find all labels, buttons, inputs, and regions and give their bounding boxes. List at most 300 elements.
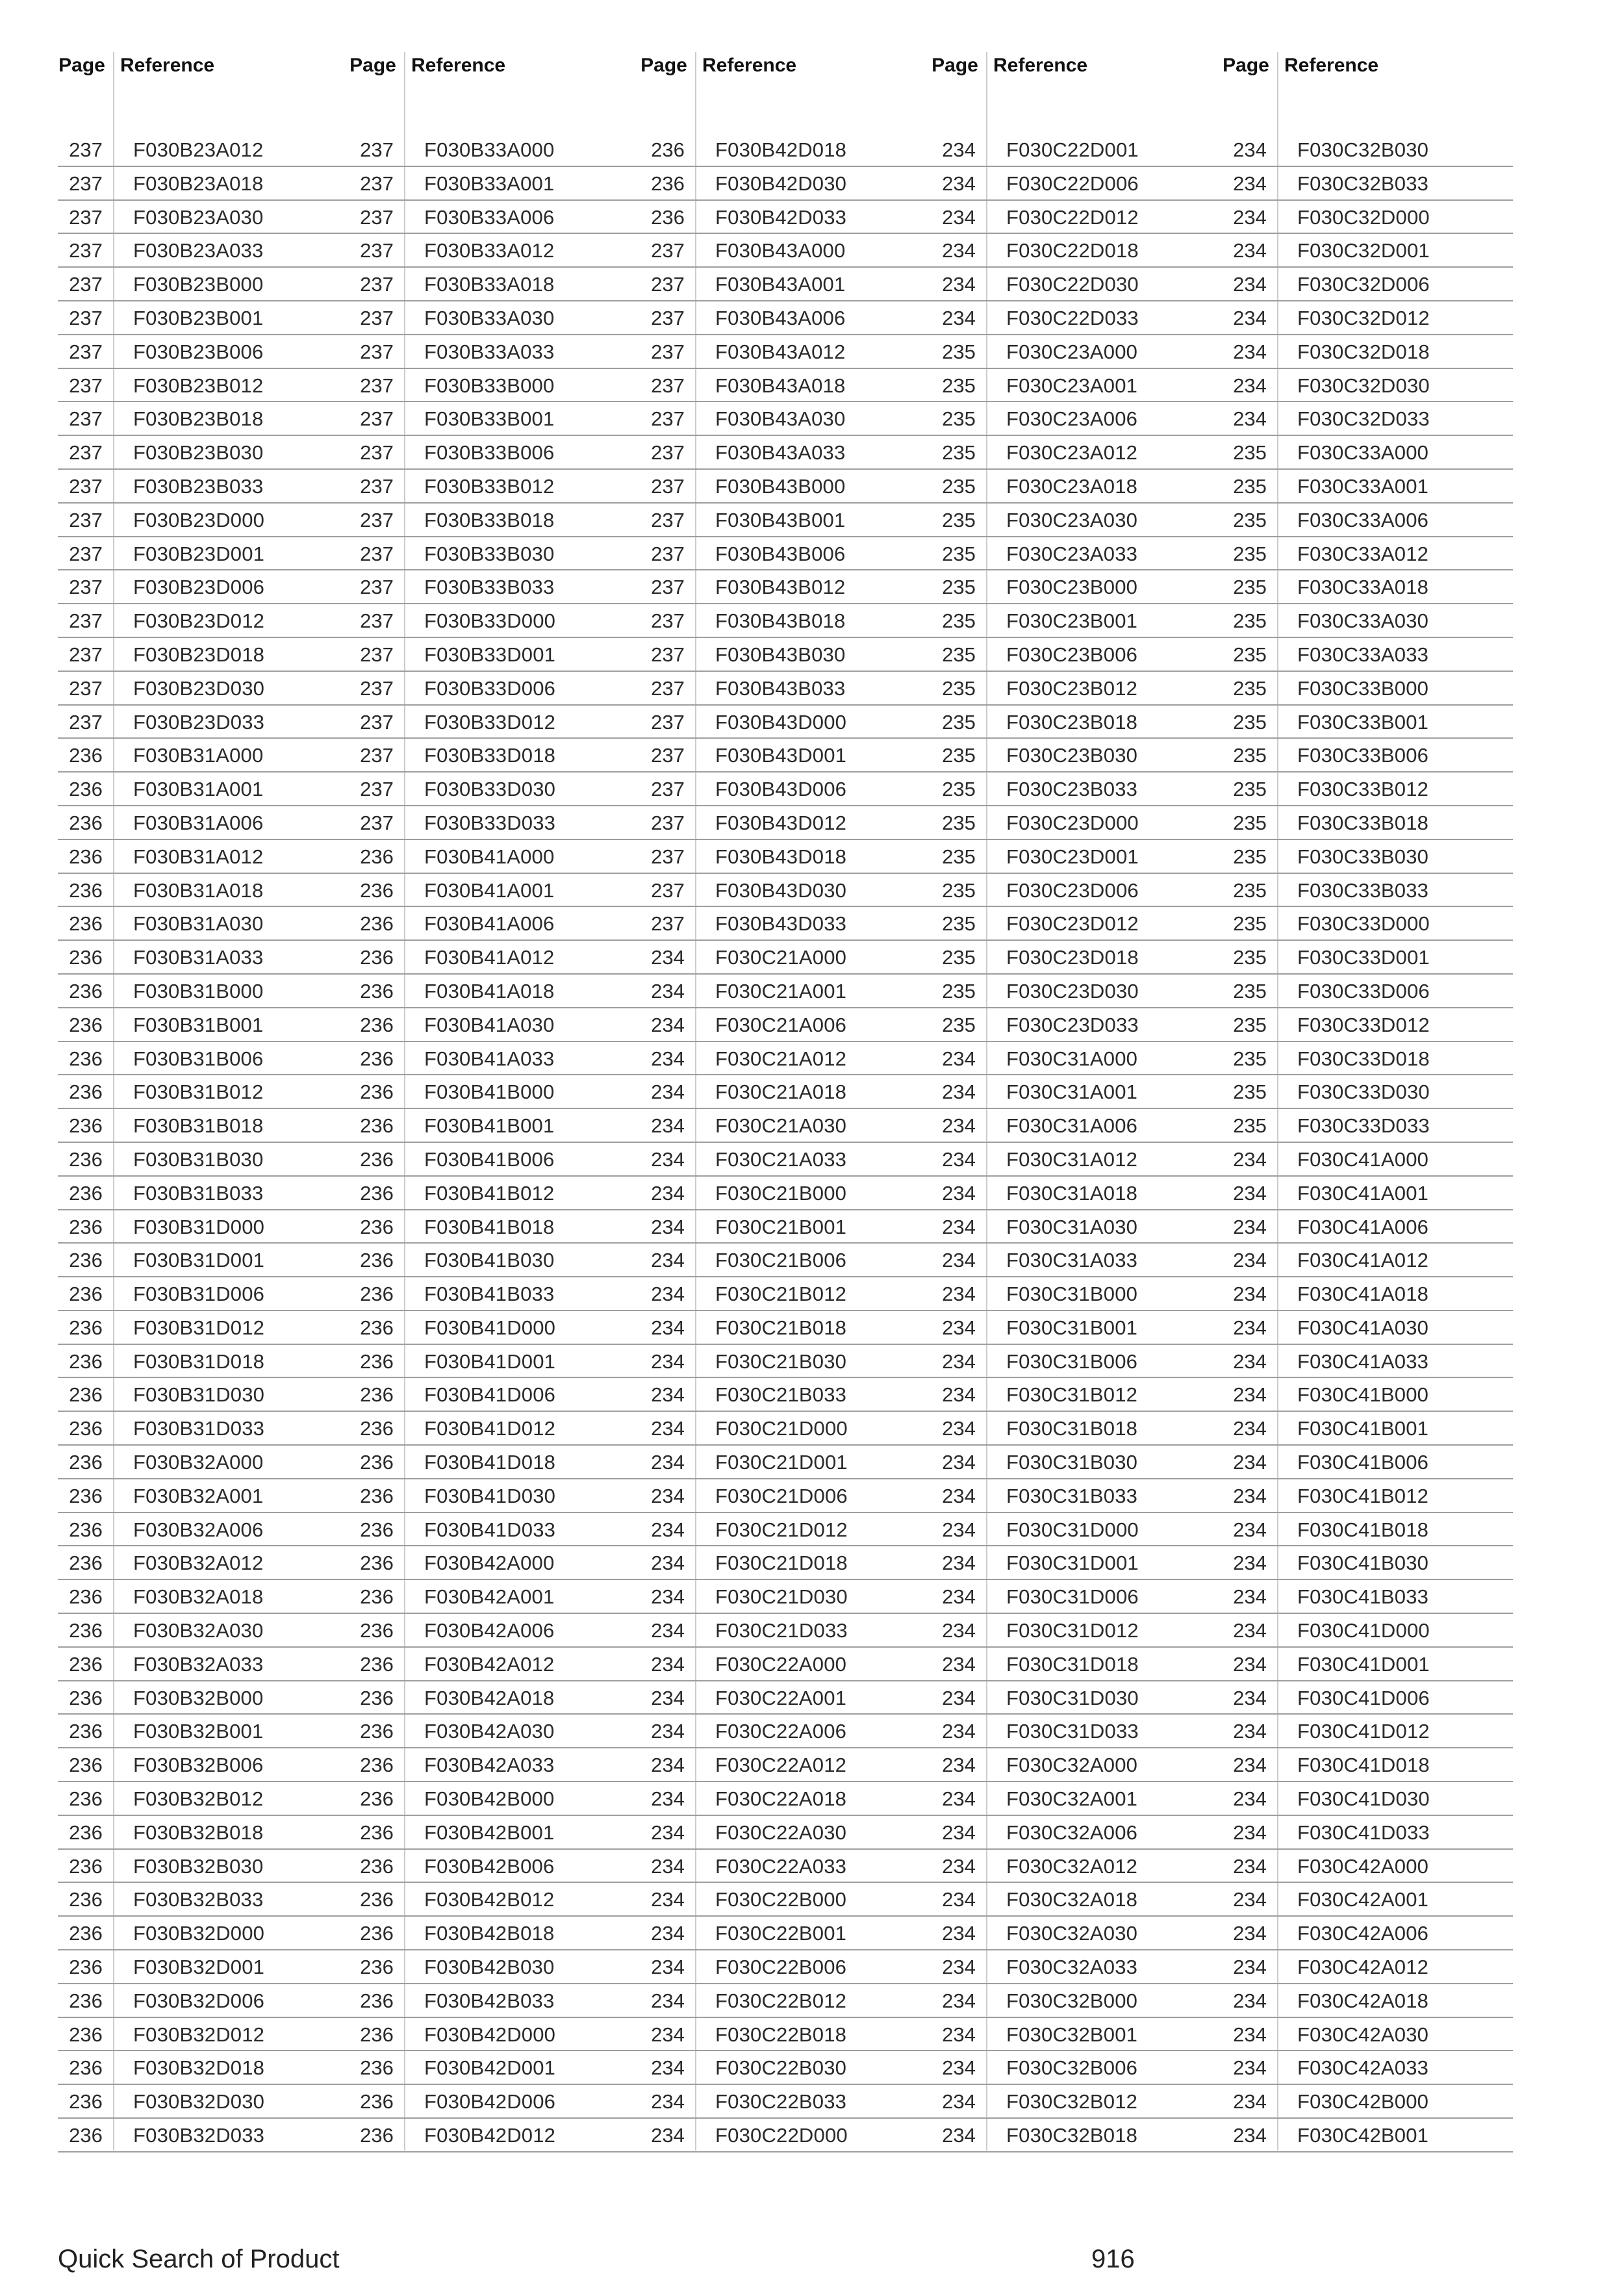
- reference-code-cell: F030C21D006: [715, 1484, 848, 1507]
- table-row: [931, 1378, 1222, 1412]
- page-number-cell: 234: [1233, 1754, 1267, 1777]
- reference-code-cell: F030B32D006: [133, 1989, 265, 2012]
- table-row: [58, 1546, 349, 1580]
- page-number-cell: 235: [1233, 1080, 1267, 1104]
- table-row: [640, 570, 931, 604]
- page-number-cell: 234: [942, 1114, 976, 1138]
- page-number-cell: 234: [1233, 1147, 1267, 1171]
- page-number-cell: 234: [1233, 1585, 1267, 1609]
- table-row: [640, 2119, 931, 2153]
- reference-code-cell: F030C22D006: [1006, 172, 1139, 195]
- table-row: [349, 234, 640, 268]
- table-row: [931, 773, 1222, 806]
- table-row: [931, 1816, 1222, 1850]
- page-number-cell: 237: [651, 845, 685, 868]
- reference-code-cell: F030B23A012: [133, 138, 264, 161]
- page-number-cell: 234: [651, 2124, 685, 2147]
- table-row: [1222, 1244, 1513, 1277]
- page-number-cell: 234: [651, 1417, 685, 1440]
- reference-code-cell: F030B43B012: [715, 576, 846, 599]
- reference-code-cell: F030C22B030: [715, 2056, 847, 2080]
- page-number-cell: 237: [360, 643, 394, 666]
- table-row: [640, 369, 931, 403]
- page-number-cell: 234: [942, 1652, 976, 1676]
- page-number-cell: 235: [1233, 979, 1267, 1003]
- table-row: [1222, 672, 1513, 706]
- column-block: [58, 52, 349, 2151]
- page-number-cell: 234: [942, 1787, 976, 1811]
- table-row: [1222, 1210, 1513, 1244]
- page-number-cell: 235: [1233, 576, 1267, 599]
- table-row: [58, 133, 349, 167]
- table-row: [349, 2051, 640, 2085]
- table-row: [349, 1345, 640, 1379]
- reference-code-cell: F030C33A030: [1297, 609, 1429, 633]
- reference-code-cell: F030C32A033: [1006, 1956, 1138, 1979]
- reference-code-cell: F030C23D001: [1006, 845, 1139, 868]
- page-number-cell: 234: [1233, 1283, 1267, 1306]
- reference-code-cell: F030C23D006: [1006, 878, 1139, 902]
- reference-code-cell: F030B23A033: [133, 239, 264, 262]
- table-row: [349, 2018, 640, 2052]
- table-row: [931, 402, 1222, 436]
- page-number-cell: 237: [651, 676, 685, 700]
- page-number-cell: 236: [69, 1585, 103, 1609]
- reference-code-cell: F030B23B012: [133, 374, 264, 397]
- page-number-cell: 236: [69, 1013, 103, 1036]
- reference-code-cell: F030C41B001: [1297, 1417, 1429, 1440]
- page-number-cell: 235: [942, 676, 976, 700]
- page-header-label: Page: [641, 55, 687, 76]
- reference-code-cell: F030C41A001: [1297, 1181, 1429, 1205]
- page-number-cell: 234: [1233, 205, 1267, 229]
- reference-code-cell: F030B42B018: [424, 1922, 555, 1945]
- table-row: [1222, 1681, 1513, 1715]
- table-row: [1222, 1177, 1513, 1210]
- table-row: [349, 941, 640, 975]
- page-number-cell: 236: [69, 1383, 103, 1407]
- table-row: [58, 2085, 349, 2119]
- table-row: [640, 201, 931, 235]
- reference-code-cell: F030C41B018: [1297, 1518, 1429, 1541]
- reference-code-cell: F030B33D033: [424, 811, 556, 834]
- reference-code-cell: F030B33D018: [424, 744, 556, 767]
- page-number-cell: 234: [942, 1720, 976, 1743]
- table-row: [349, 133, 640, 167]
- reference-code-cell: F030C22B006: [715, 1956, 847, 1979]
- reference-code-cell: F030B23D018: [133, 643, 265, 666]
- page-number-cell: 236: [69, 946, 103, 969]
- table-row: [931, 2051, 1222, 2085]
- reference-code-cell: F030B41A030: [424, 1013, 555, 1036]
- table-row: [58, 1984, 349, 2018]
- page-number-cell: 235: [1233, 845, 1267, 868]
- page-number-cell: 234: [651, 1047, 685, 1070]
- table-row: [1222, 1748, 1513, 1782]
- page-number-cell: 235: [942, 979, 976, 1003]
- table-row: [349, 1479, 640, 1513]
- table-row: [1222, 1883, 1513, 1917]
- reference-code-cell: F030B32B001: [133, 1720, 264, 1743]
- reference-code-cell: F030B42B001: [424, 1820, 555, 1844]
- table-row: [349, 2119, 640, 2153]
- reference-code-cell: F030B42A000: [424, 1552, 555, 1575]
- page-number-cell: 236: [69, 2056, 103, 2080]
- table-row: [931, 1513, 1222, 1547]
- table-row: [931, 1008, 1222, 1042]
- reference-code-cell: F030C22D030: [1006, 273, 1139, 296]
- page-number-cell: 234: [651, 1754, 685, 1777]
- table-row: [931, 1244, 1222, 1277]
- table-row: [1222, 2119, 1513, 2153]
- page-number-cell: 234: [942, 1147, 976, 1171]
- table-row: [640, 975, 931, 1008]
- table-row: [931, 2018, 1222, 2052]
- reference-code-cell: F030C31A033: [1006, 1249, 1138, 1272]
- reference-code-cell: F030B41B030: [424, 1249, 555, 1272]
- reference-code-cell: F030B31B000: [133, 979, 264, 1003]
- column-block: [931, 52, 1222, 2151]
- page-number-cell: 237: [69, 172, 103, 195]
- table-row: [640, 537, 931, 571]
- page-number-cell: 236: [360, 1854, 394, 1878]
- table-row: [349, 1681, 640, 1715]
- page-number-cell: 234: [942, 205, 976, 229]
- page-number-cell: 234: [651, 1989, 685, 2012]
- table-row: [931, 1210, 1222, 1244]
- reference-code-cell: F030C41D018: [1297, 1754, 1430, 1777]
- table-row: [58, 537, 349, 571]
- table-row: [58, 1378, 349, 1412]
- page-number-cell: 237: [360, 609, 394, 633]
- table-row: [58, 167, 349, 201]
- table-row: [349, 907, 640, 941]
- reference-code-cell: F030C32A018: [1006, 1888, 1138, 1911]
- reference-code-cell: F030C21B030: [715, 1349, 847, 1373]
- reference-code-cell: F030B42D012: [424, 2124, 556, 2147]
- reference-code-cell: F030B42D018: [715, 138, 847, 161]
- table-row: [640, 1479, 931, 1513]
- table-row: [931, 167, 1222, 201]
- table-row: [931, 1277, 1222, 1311]
- page-number-cell: 237: [69, 676, 103, 700]
- reference-code-cell: F030B33D030: [424, 778, 556, 801]
- page-number-cell: 234: [1233, 306, 1267, 329]
- page-number-cell: 234: [651, 1383, 685, 1407]
- table-row: [1222, 1345, 1513, 1379]
- reference-code-cell: F030C33D018: [1297, 1047, 1430, 1070]
- reference-code-cell: F030B31A018: [133, 878, 264, 902]
- reference-code-cell: F030C31D030: [1006, 1686, 1139, 1709]
- table-row: [640, 1816, 931, 1850]
- table-row: [1222, 1580, 1513, 1614]
- page-number-cell: 235: [942, 1013, 976, 1036]
- reference-code-cell: F030C21D001: [715, 1451, 848, 1474]
- table-row: [640, 133, 931, 167]
- table-row: [931, 301, 1222, 335]
- reference-code-cell: F030C32D001: [1297, 239, 1430, 262]
- page-number-cell: 237: [69, 576, 103, 599]
- reference-code-cell: F030B31D006: [133, 1283, 265, 1306]
- reference-code-cell: F030B32B018: [133, 1820, 264, 1844]
- table-row: [58, 907, 349, 941]
- table-row: [58, 1513, 349, 1547]
- table-row: [58, 1008, 349, 1042]
- page-number-cell: 235: [942, 946, 976, 969]
- table-row: [349, 2085, 640, 2119]
- page-number-cell: 235: [942, 441, 976, 465]
- table-row: [640, 1345, 931, 1379]
- reference-index-table: [58, 52, 1513, 2151]
- table-row: [349, 335, 640, 369]
- reference-code-cell: F030B23D030: [133, 676, 265, 700]
- reference-code-cell: F030C23A030: [1006, 508, 1138, 531]
- reference-code-cell: F030B43D030: [715, 878, 847, 902]
- page-number-cell: 234: [942, 1518, 976, 1541]
- table-row: [58, 672, 349, 706]
- page-number-cell: 236: [69, 1686, 103, 1709]
- reference-code-cell: F030B33B001: [424, 407, 555, 431]
- reference-code-cell: F030C33A000: [1297, 441, 1429, 465]
- table-row: [640, 1075, 931, 1109]
- table-row: [931, 874, 1222, 908]
- table-row: [931, 1412, 1222, 1446]
- table-row: [640, 1850, 931, 1884]
- column-header: [640, 52, 931, 82]
- reference-code-cell: F030C33A006: [1297, 508, 1429, 531]
- table-row: [640, 1580, 931, 1614]
- reference-code-cell: F030C41A006: [1297, 1215, 1429, 1238]
- table-row: [640, 1277, 931, 1311]
- table-row: [640, 335, 931, 369]
- table-row: [58, 1816, 349, 1850]
- page-number-cell: 234: [942, 1080, 976, 1104]
- reference-code-cell: F030C21B006: [715, 1249, 847, 1272]
- table-row: [1222, 941, 1513, 975]
- table-row: [349, 1378, 640, 1412]
- reference-code-cell: F030C32A012: [1006, 1854, 1138, 1878]
- page-number-cell: 234: [1233, 1484, 1267, 1507]
- reference-code-cell: F030B42B006: [424, 1854, 555, 1878]
- table-row: [58, 1075, 349, 1109]
- table-row: [349, 975, 640, 1008]
- page-number-cell: 236: [69, 1652, 103, 1676]
- page-number-cell: 234: [651, 1787, 685, 1811]
- page-number-cell: 236: [69, 1787, 103, 1811]
- page-number-cell: 234: [651, 1854, 685, 1878]
- page-number-cell: 235: [1233, 1013, 1267, 1036]
- table-row: [1222, 1446, 1513, 1479]
- table-row: [58, 201, 349, 235]
- reference-code-cell: F030B42B012: [424, 1888, 555, 1911]
- reference-code-cell: F030C21A012: [715, 1047, 847, 1070]
- page-number: 916: [1091, 2245, 1135, 2273]
- page-number-cell: 234: [1233, 1787, 1267, 1811]
- table-row: [349, 201, 640, 235]
- reference-code-cell: F030C23B033: [1006, 778, 1138, 801]
- page-number-cell: 234: [942, 1686, 976, 1709]
- page-number-cell: 234: [1233, 1349, 1267, 1373]
- page-number-cell: 236: [360, 1181, 394, 1205]
- page-number-cell: 236: [360, 1686, 394, 1709]
- page-number-cell: 234: [942, 306, 976, 329]
- page-number-cell: 235: [1233, 912, 1267, 936]
- page-number-cell: 236: [360, 1888, 394, 1911]
- page-number-cell: 234: [942, 1383, 976, 1407]
- table-row: [58, 1311, 349, 1345]
- table-row: [640, 1311, 931, 1345]
- page-number-cell: 234: [651, 2090, 685, 2114]
- page-number-cell: 234: [942, 2056, 976, 2080]
- reference-code-cell: F030B31A000: [133, 744, 264, 767]
- reference-code-cell: F030C21A018: [715, 1080, 847, 1104]
- reference-code-cell: F030C31B012: [1006, 1383, 1138, 1407]
- page-number-cell: 236: [360, 1754, 394, 1777]
- page-number-cell: 237: [651, 912, 685, 936]
- reference-code-cell: F030C23A001: [1006, 374, 1138, 397]
- page-number-cell: 234: [942, 1484, 976, 1507]
- table-row: [58, 1715, 349, 1748]
- page-number-cell: 237: [651, 576, 685, 599]
- reference-code-cell: F030B43D018: [715, 845, 847, 868]
- reference-code-cell: F030C31B000: [1006, 1283, 1138, 1306]
- page-number-cell: 237: [360, 811, 394, 834]
- page-number-cell: 236: [69, 1451, 103, 1474]
- table-row: [1222, 268, 1513, 301]
- table-row: [58, 840, 349, 874]
- reference-code-cell: F030B32A006: [133, 1518, 264, 1541]
- table-row: [931, 133, 1222, 167]
- reference-code-cell: F030C23D012: [1006, 912, 1139, 936]
- reference-code-cell: F030B41A000: [424, 845, 555, 868]
- reference-code-cell: F030C33B001: [1297, 710, 1429, 734]
- reference-code-cell: F030B42D033: [715, 205, 847, 229]
- page-number-cell: 234: [651, 1013, 685, 1036]
- page-number-cell: 234: [1233, 340, 1267, 363]
- table-row: [349, 402, 640, 436]
- page-number-cell: 236: [360, 1787, 394, 1811]
- page-number-cell: 237: [360, 172, 394, 195]
- reference-code-cell: F030C32A030: [1006, 1922, 1138, 1945]
- reference-code-cell: F030B42D001: [424, 2056, 556, 2080]
- page-number-cell: 236: [360, 2124, 394, 2147]
- table-row: [640, 706, 931, 739]
- page-number-cell: 234: [1233, 1249, 1267, 1272]
- page-number-cell: 237: [651, 778, 685, 801]
- table-row: [1222, 1378, 1513, 1412]
- reference-code-cell: F030B41A033: [424, 1047, 555, 1070]
- page-number-cell: 235: [942, 778, 976, 801]
- page-number-cell: 234: [942, 1047, 976, 1070]
- reference-header-label: Reference: [993, 55, 1088, 76]
- table-row: [1222, 402, 1513, 436]
- page-number-cell: 234: [1233, 1854, 1267, 1878]
- table-row: [1222, 806, 1513, 840]
- table-row: [931, 706, 1222, 739]
- page-number-cell: 236: [360, 1956, 394, 1979]
- reference-code-cell: F030B41D012: [424, 1417, 556, 1440]
- reference-code-cell: F030C23A012: [1006, 441, 1138, 465]
- reference-code-cell: F030B32D018: [133, 2056, 265, 2080]
- page-number-cell: 236: [360, 1552, 394, 1575]
- reference-code-cell: F030C41A012: [1297, 1249, 1429, 1272]
- reference-code-cell: F030B33B006: [424, 441, 555, 465]
- reference-code-cell: F030B32D033: [133, 2124, 265, 2147]
- page-number-cell: 235: [1233, 474, 1267, 498]
- table-row: [58, 1446, 349, 1479]
- table-row: [349, 1816, 640, 1850]
- table-row: [1222, 1715, 1513, 1748]
- table-row: [931, 1648, 1222, 1681]
- table-row: [931, 638, 1222, 672]
- table-row: [349, 1917, 640, 1950]
- page-number-cell: 234: [651, 1283, 685, 1306]
- reference-code-cell: F030B43B030: [715, 643, 846, 666]
- page-number-cell: 236: [69, 1047, 103, 1070]
- page-number-cell: 234: [1233, 1820, 1267, 1844]
- reference-code-cell: F030B42A001: [424, 1585, 555, 1609]
- page-number-cell: 236: [360, 845, 394, 868]
- reference-code-cell: F030B23D012: [133, 609, 265, 633]
- reference-code-cell: F030B32A000: [133, 1451, 264, 1474]
- page-number-cell: 234: [1233, 1215, 1267, 1238]
- page-number-cell: 236: [360, 912, 394, 936]
- reference-code-cell: F030B43B033: [715, 676, 846, 700]
- page-number-cell: 236: [69, 1619, 103, 1642]
- table-row: [349, 739, 640, 773]
- reference-code-cell: F030B31B018: [133, 1114, 264, 1138]
- page-number-cell: 237: [651, 643, 685, 666]
- table-row: [640, 301, 931, 335]
- table-row: [640, 773, 931, 806]
- table-row: [931, 1748, 1222, 1782]
- table-row: [58, 1950, 349, 1984]
- page-number-cell: 234: [1233, 2023, 1267, 2046]
- reference-code-cell: F030C33B030: [1297, 845, 1429, 868]
- reference-code-cell: F030C32B006: [1006, 2056, 1138, 2080]
- reference-code-cell: F030B31B012: [133, 1080, 264, 1104]
- table-row: [1222, 1479, 1513, 1513]
- reference-code-cell: F030C41D030: [1297, 1787, 1430, 1811]
- reference-code-cell: F030C42A000: [1297, 1854, 1429, 1878]
- reference-code-cell: F030B31A030: [133, 912, 264, 936]
- table-row: [58, 268, 349, 301]
- table-row: [640, 638, 931, 672]
- reference-code-cell: F030C23A033: [1006, 542, 1138, 565]
- table-row: [931, 1782, 1222, 1816]
- page-number-cell: 237: [651, 542, 685, 565]
- table-row: [931, 537, 1222, 571]
- table-row: [1222, 436, 1513, 470]
- reference-code-cell: F030C22A000: [715, 1652, 847, 1676]
- reference-code-cell: F030B43A000: [715, 239, 846, 262]
- reference-code-cell: F030B41D001: [424, 1349, 556, 1373]
- table-row: [640, 234, 931, 268]
- table-row: [931, 1681, 1222, 1715]
- page-number-cell: 234: [942, 172, 976, 195]
- page-number-cell: 236: [69, 1956, 103, 1979]
- table-row: [640, 167, 931, 201]
- reference-code-cell: F030C22A033: [715, 1854, 847, 1878]
- table-row: [58, 2051, 349, 2085]
- table-row: [1222, 301, 1513, 335]
- page-number-cell: 237: [69, 340, 103, 363]
- reference-code-cell: F030B43A030: [715, 407, 846, 431]
- reference-code-cell: F030B31D030: [133, 1383, 265, 1407]
- page-number-cell: 234: [651, 1820, 685, 1844]
- table-row: [58, 369, 349, 403]
- table-row: [349, 773, 640, 806]
